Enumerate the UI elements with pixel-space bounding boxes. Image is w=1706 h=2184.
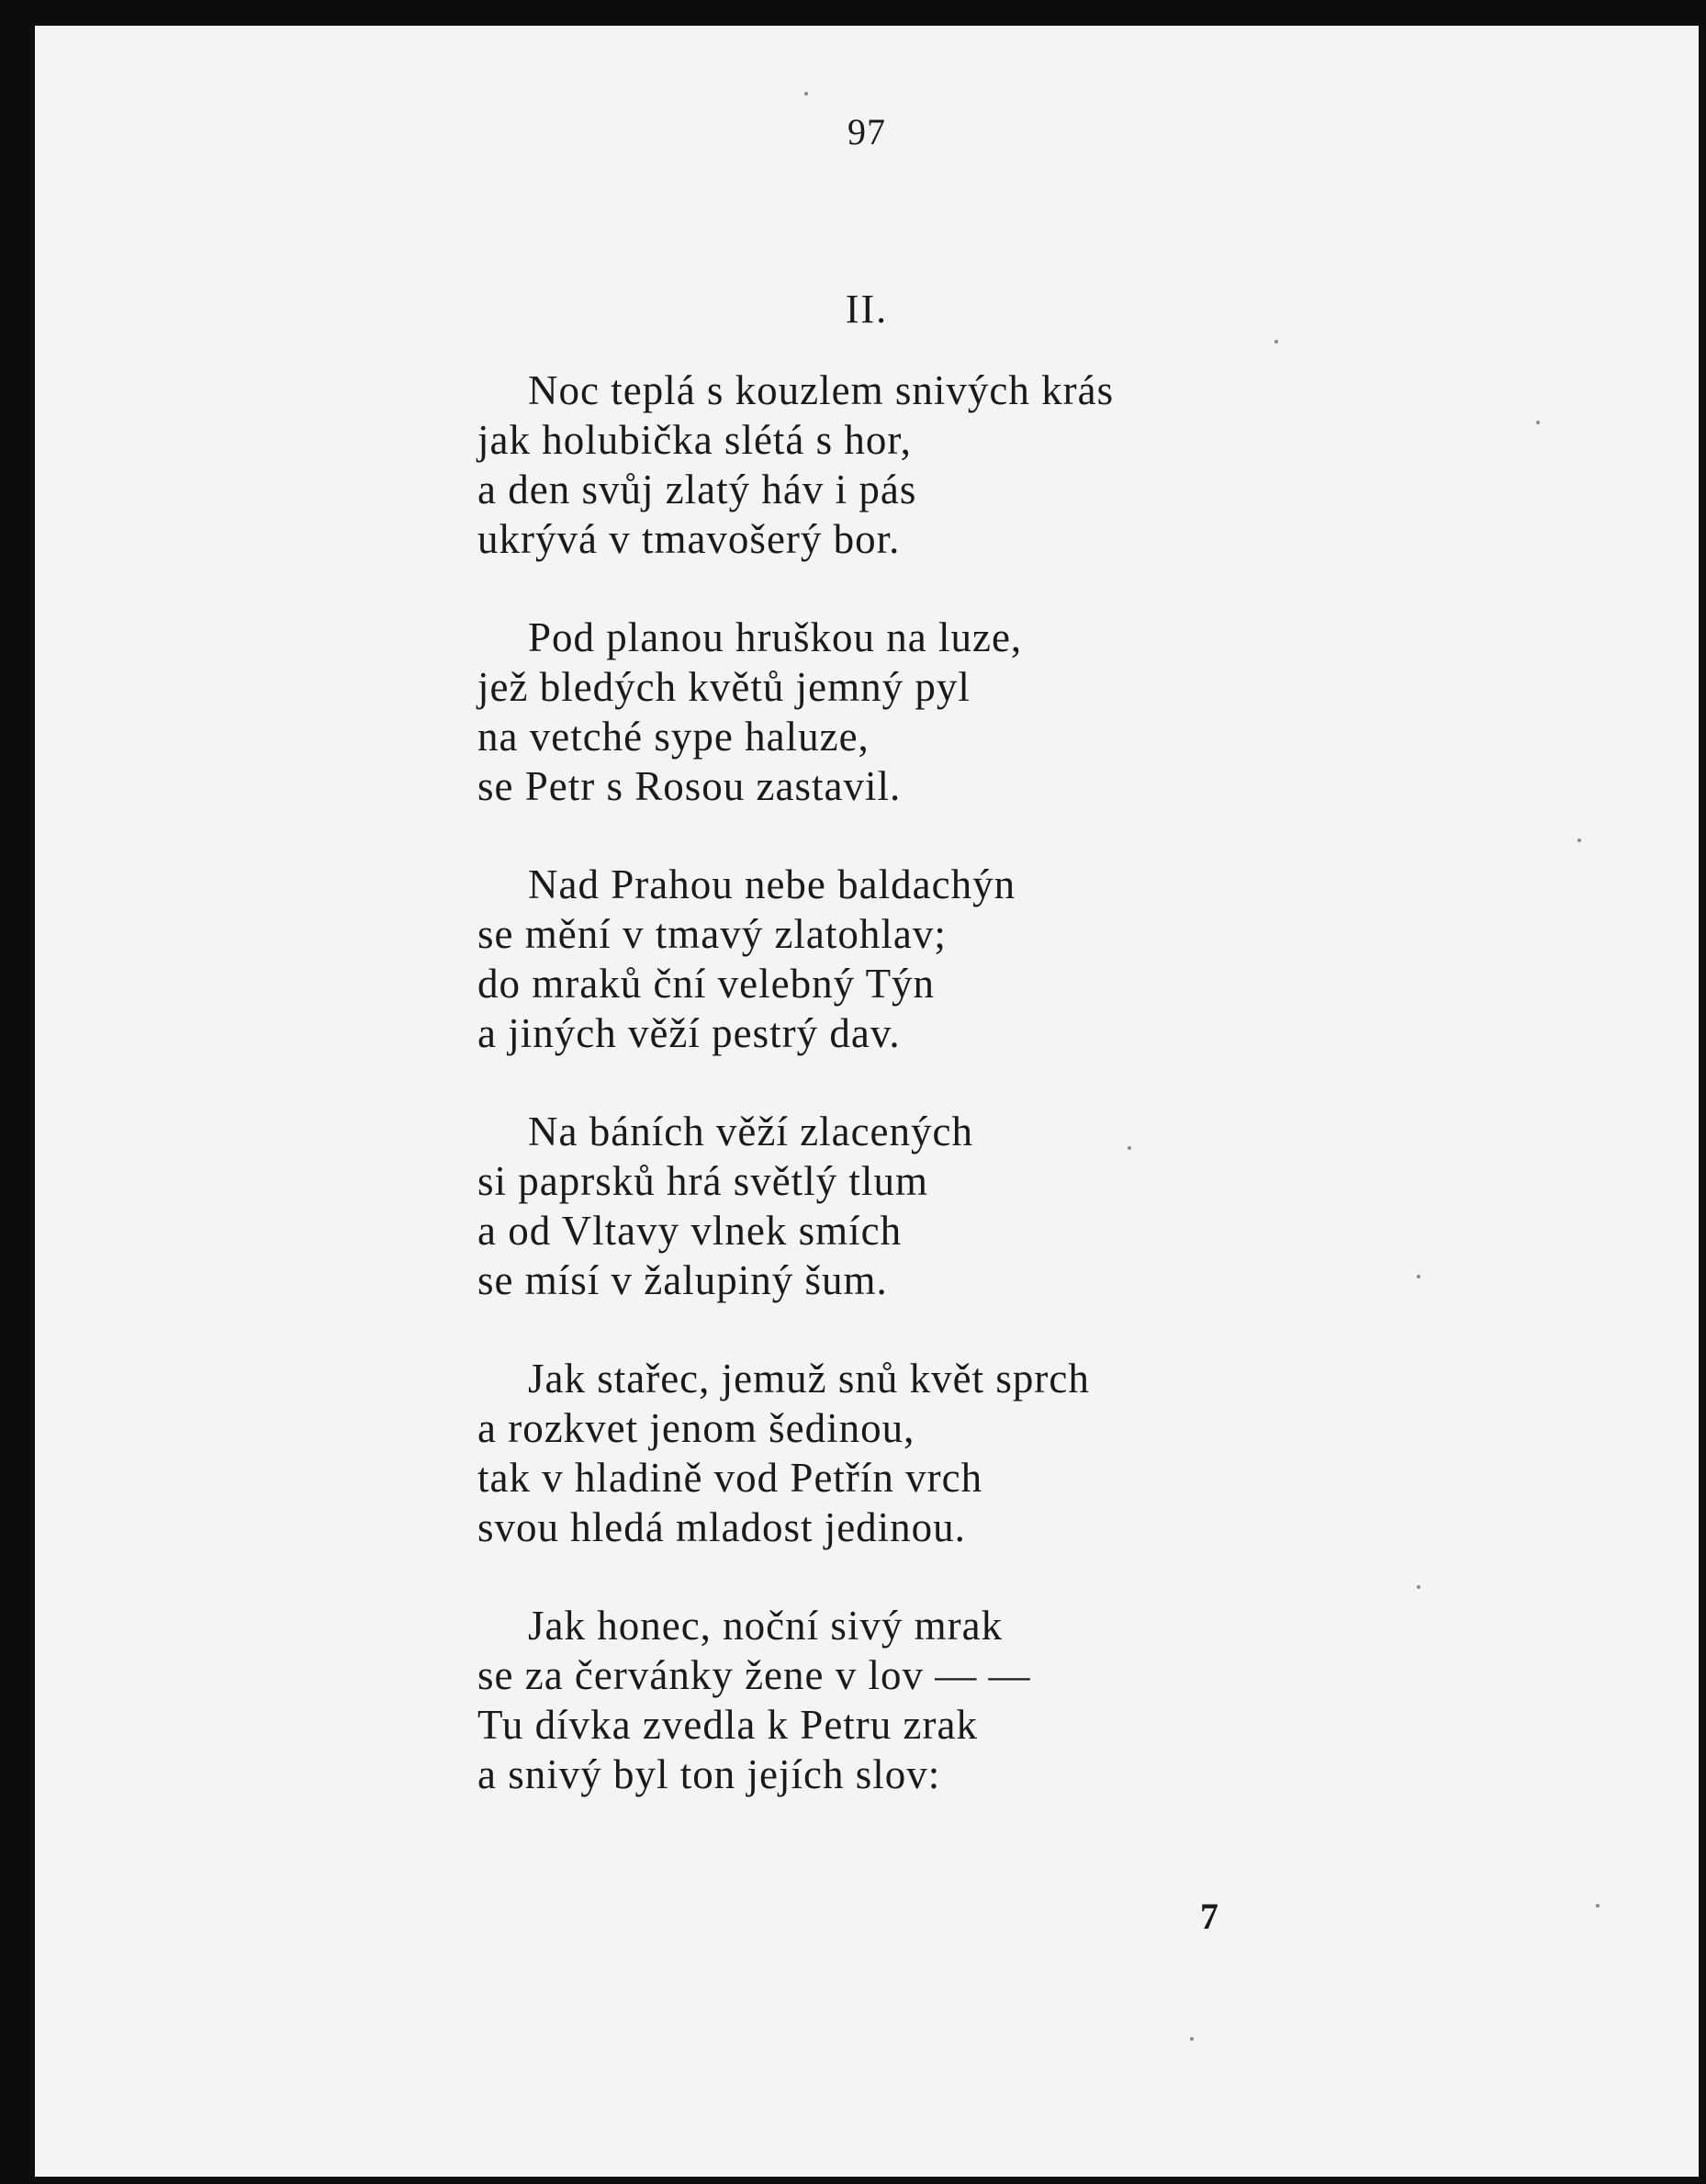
poem: [477, 366, 1396, 1799]
stanza-6: [477, 1601, 1396, 1799]
page-number: 97: [847, 111, 886, 152]
verse-line: si paprsků hrá světlý tlum: [477, 1158, 928, 1204]
scan-speck: [1417, 1275, 1420, 1278]
scan-speck: [1190, 2037, 1194, 2041]
scan-speck: [1128, 1146, 1131, 1150]
verse-line: Tu dívka zvedla k Petru zrak: [477, 1702, 978, 1748]
signature-mark: 7: [1200, 1896, 1218, 1937]
verse-line: Na báních věží zlacených: [528, 1109, 973, 1154]
verse-line: se za červánky žene v lov — —: [477, 1652, 1031, 1698]
stanza-1: [477, 366, 1396, 564]
verse-line: se Petr s Rosou zastavil.: [477, 763, 902, 809]
verse-line: Nad Prahou nebe baldachýn: [528, 861, 1016, 907]
verse-line: tak v hladině vod Petřín vrch: [477, 1455, 983, 1501]
stanza-3: [477, 860, 1396, 1058]
verse-line: Jak stařec, jemuž snů květ sprch: [528, 1356, 1090, 1402]
verse-line: svou hledá mladost jedinou.: [477, 1504, 966, 1550]
verse-line: na vetché sype haluze,: [477, 714, 870, 760]
verse-line: se mísí v žalupiný šum.: [477, 1257, 888, 1303]
verse-line: do mraků ční velebný Týn: [477, 961, 936, 1007]
scan-speck: [1417, 1585, 1420, 1589]
verse-line: ukrývá v tmavošerý bor.: [477, 516, 901, 562]
stanza-4: [477, 1107, 1396, 1305]
verse-line: a jiných věží pestrý dav.: [477, 1010, 901, 1056]
stanza-5: [477, 1354, 1396, 1552]
section-heading: II.: [845, 287, 889, 332]
verse-line: Pod planou hruškou na luze,: [528, 614, 1023, 660]
scan-speck: [1596, 1904, 1599, 1908]
verse-line: a od Vltavy vlnek smích: [477, 1208, 903, 1254]
verse-line: se mění v tmavý zlatohlav;: [477, 911, 947, 957]
verse-line: Jak honec, noční sivý mrak: [528, 1603, 1004, 1649]
verse-line: a den svůj zlatý háv i pás: [477, 467, 917, 512]
book-page: [35, 26, 1699, 2177]
verse-line: Noc teplá s kouzlem snivých krás: [528, 367, 1115, 413]
verse-line: a rozkvet jenom šedinou,: [477, 1405, 915, 1451]
verse-line: jak holubička slétá s hor,: [477, 417, 912, 463]
stanza-2: [477, 613, 1396, 811]
verse-line: jež bledých květů jemný pyl: [477, 664, 971, 710]
verse-line: a snivý byl ton jejích slov:: [477, 1751, 941, 1797]
scan-speck: [1577, 839, 1581, 842]
scan-speck: [1274, 340, 1278, 343]
scan-speck: [804, 92, 808, 96]
scan-speck: [1536, 421, 1540, 424]
